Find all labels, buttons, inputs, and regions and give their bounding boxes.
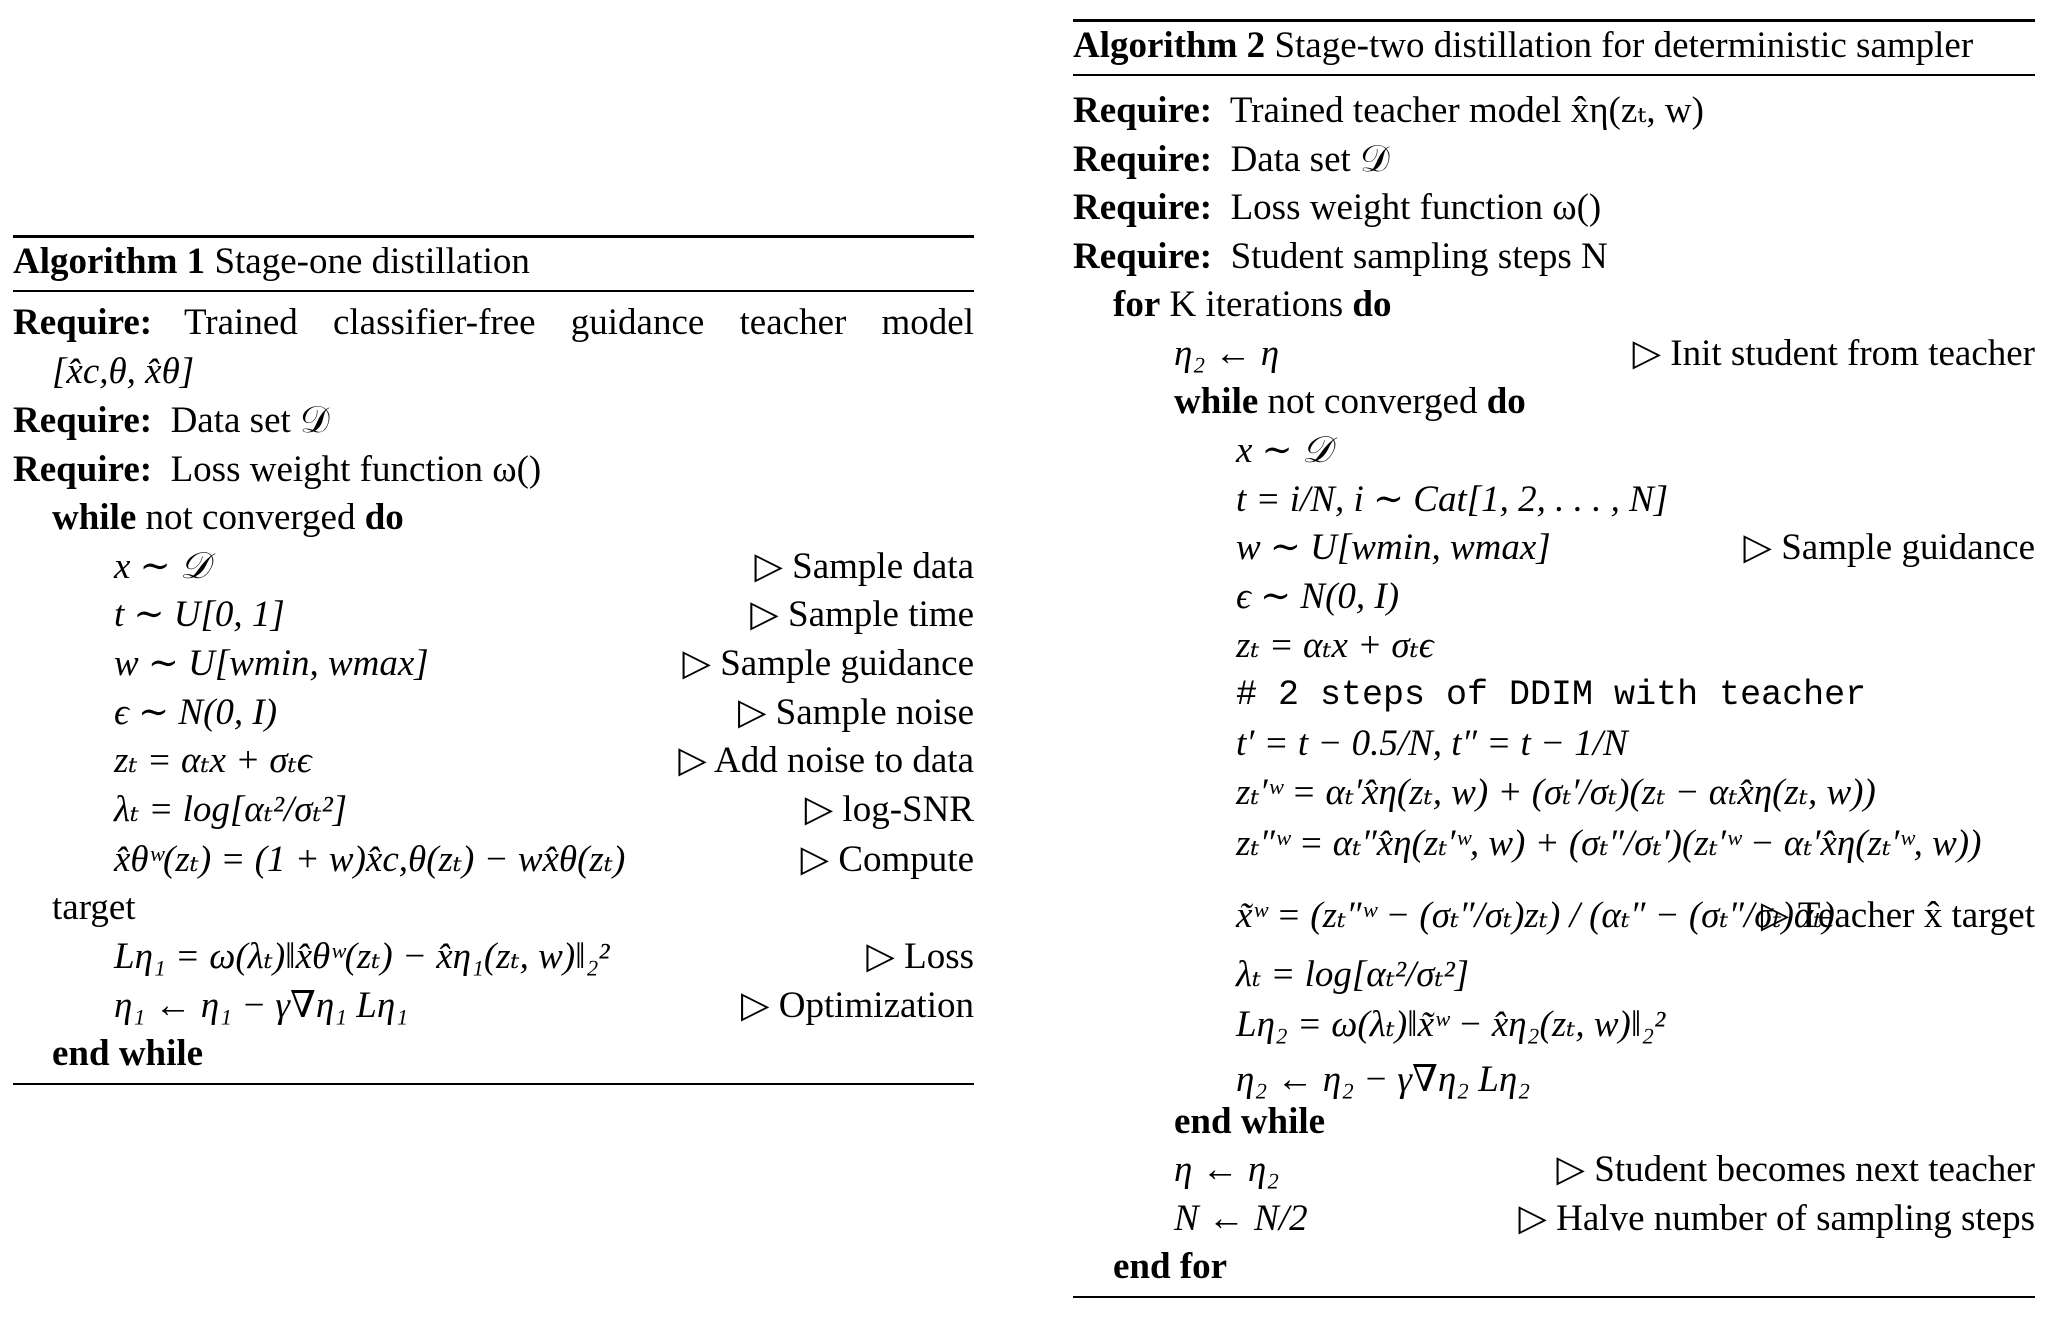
require-line (1073, 233, 1608, 281)
algorithm-step: x ∼ 𝒟 (114, 546, 210, 587)
algorithm-1-caption (13, 238, 530, 286)
step-comment: ▷ Compute (800, 839, 974, 880)
algorithm-step: t′ = t − 0.5/N, t″ = t − 1/N (1236, 723, 1628, 764)
algorithm-2-caption (1073, 22, 1973, 70)
end-while: end while (52, 1033, 204, 1074)
do-keyword: do (1352, 284, 1392, 325)
while-keyword: while (1174, 381, 1259, 422)
algorithm-step: Lη₁ = ω(λₜ)‖x̂θʷ(zₜ) − x̂η₁(zₜ, w)‖₂² (114, 936, 610, 977)
step-comment: ▷ Optimization (741, 985, 974, 1026)
require-text: Data set 𝒟 (1230, 139, 1390, 180)
init-student-step: η₂ ← η (1174, 333, 1280, 374)
algorithm-step: w ∼ U[wmin, wmax] (1236, 527, 1551, 568)
require-text: Trained classifier-free guidance teacher model (184, 302, 974, 343)
end-while: end while (1174, 1101, 1326, 1142)
require-keyword: Require: (1073, 236, 1213, 277)
algorithm-step: w ∼ U[wmin, wmax] (114, 643, 429, 684)
require-line (1073, 184, 1601, 232)
bottom-rule (1073, 1296, 2035, 1298)
while-keyword: while (52, 497, 137, 538)
require-text: Trained teacher model x̂η(zₜ, w) (1229, 90, 1704, 131)
algorithm-step: ϵ ∼ N(0, I) (114, 692, 278, 733)
step-comment: ▷ Student becomes next teacher (1556, 1149, 2035, 1190)
algorithm-step: t ∼ U[0, 1] (114, 594, 285, 635)
algorithm-step: zₜ′ʷ = αₜ′x̂η(zₜ, w) + (σₜ′/σₜ)(zₜ − αₜx̂η(zₜ, w)) (1236, 772, 1876, 813)
caption-rule (13, 290, 974, 292)
algorithm-title: Stage-two distillation for deterministic sampler (1274, 25, 1974, 66)
for-condition: K iterations (1169, 284, 1344, 325)
algorithm-step: x ∼ 𝒟 (1236, 430, 1332, 471)
halve-steps-step: N ← N/2 (1174, 1198, 1308, 1239)
algorithm-step: η₁ ← η₁ − γ∇η₁ Lη₁ (114, 985, 409, 1026)
while-line (1174, 378, 1526, 426)
algorithm-step: λₜ = log[αₜ²/σₜ²] (114, 789, 348, 830)
algorithm-step: zₜ″ʷ = αₜ″x̂η(zₜ′ʷ, w) + (σₜ″/σₜ′)(zₜ′ʷ − αₜ′x̂η(zₜ′ʷ, w)) (1236, 823, 1982, 864)
require-text: Loss weight function ω() (1230, 187, 1602, 228)
do-keyword: do (364, 497, 404, 538)
algorithm-title: Stage-one distillation (214, 241, 530, 282)
do-keyword: do (1486, 381, 1526, 422)
while-line (52, 494, 404, 542)
require-line (13, 397, 330, 445)
step-comment: ▷ Sample guidance (1743, 527, 2035, 568)
step-comment: ▷ Sample time (750, 594, 974, 635)
algorithm-label: Algorithm 2 (1073, 25, 1266, 66)
algorithm-step: target (52, 887, 136, 928)
step-comment: ▷ log-SNR (804, 789, 974, 830)
algorithm-label: Algorithm 1 (13, 241, 206, 282)
require-keyword: Require: (1073, 187, 1213, 228)
algorithm-step: x̃ʷ = (zₜ″ʷ − (σₜ″/σₜ)zₜ) / (αₜ″ − (σₜ″/σₜ)αₜ) (1236, 895, 1835, 936)
require-text: Data set 𝒟 (170, 400, 330, 441)
for-line (1113, 281, 1391, 329)
bottom-rule (13, 1083, 974, 1085)
step-comment: ▷ Sample data (754, 546, 974, 587)
require-line (1073, 136, 1390, 184)
step-comment: ▷ Loss (866, 936, 974, 977)
end-for: end for (1113, 1246, 1228, 1287)
step-comment: ▷ Teacher x̂ target (1760, 895, 2035, 936)
require-continuation: [x̂c,θ, x̂θ] (52, 351, 195, 392)
step-comment: ▷ Sample noise (737, 692, 974, 733)
step-comment: ▷ Sample guidance (682, 643, 974, 684)
require-line (13, 299, 974, 347)
for-keyword: for (1113, 284, 1161, 325)
while-condition: not converged (145, 497, 356, 538)
algorithm-step: x̂θʷ(zₜ) = (1 + w)x̂c,θ(zₜ) − wx̂θ(zₜ) (114, 839, 626, 880)
step-comment: ▷ Halve number of sampling steps (1518, 1198, 2035, 1239)
require-keyword: Require: (13, 400, 153, 441)
next-teacher-step: η ← η₂ (1174, 1149, 1280, 1190)
require-keyword: Require: (1073, 90, 1213, 131)
algorithm-step: λₜ = log[αₜ²/σₜ²] (1236, 954, 1470, 995)
require-line (13, 446, 541, 494)
require-keyword: Require: (13, 449, 153, 490)
algorithm-step: Lη₂ = ω(λₜ)‖x̃ʷ − x̂η₂(zₜ, w)‖₂² (1236, 1004, 1666, 1045)
caption-rule (1073, 74, 2035, 76)
algorithm-step: zₜ = αₜx + σₜϵ (114, 740, 312, 781)
algorithm-step: # 2 steps of DDIM with teacher (1236, 675, 1867, 715)
algorithm-step: t = i/N, i ∼ Cat[1, 2, . . . , N] (1236, 479, 1669, 520)
step-comment: ▷ Init student from teacher (1632, 333, 2035, 374)
while-condition: not converged (1267, 381, 1478, 422)
require-text: Loss weight function ω() (170, 449, 542, 490)
algorithm-step: η₂ ← η₂ − γ∇η₂ Lη₂ (1236, 1059, 1531, 1100)
require-text: Student sampling steps N (1230, 236, 1608, 277)
algorithm-step: zₜ = αₜx + σₜϵ (1236, 625, 1434, 666)
step-comment: ▷ Add noise to data (678, 740, 974, 781)
require-keyword: Require: (13, 302, 153, 343)
algorithm-step: ϵ ∼ N(0, I) (1236, 576, 1400, 617)
require-line (1073, 87, 1704, 135)
require-keyword: Require: (1073, 139, 1213, 180)
